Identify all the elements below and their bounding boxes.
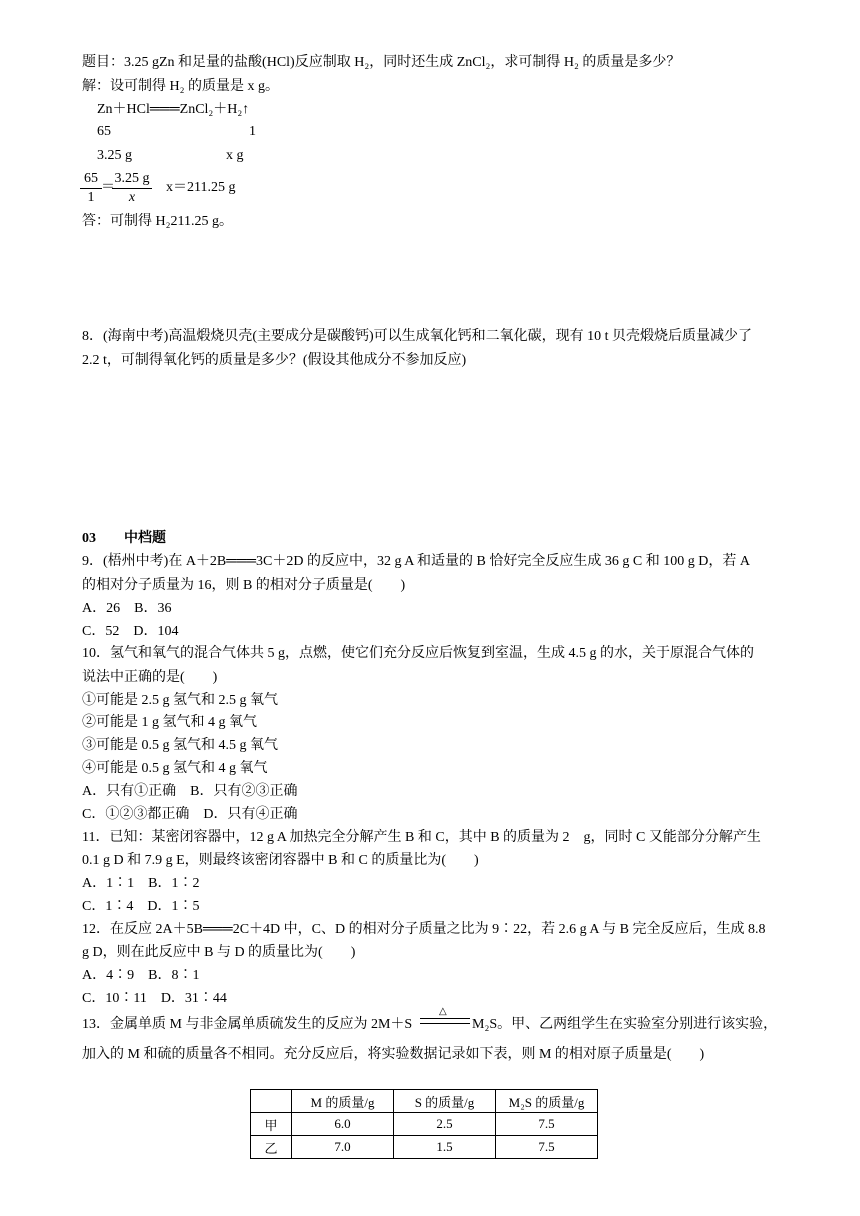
example-answer: 答：可制得 H₂211.25 g。 — [82, 214, 233, 229]
q10-statement-1: ①可能是 2.5 g 氢气和 2.5 g 氧气 — [82, 693, 278, 708]
table-cell: 乙 — [251, 1136, 292, 1159]
q9-line-1: 9．(梧州中考)在 A＋2B═══3C＋2D 的反应中，32 g A 和适量的 B 恰好完全反应生成 36 g C 和 100 g D，若 A — [82, 554, 750, 569]
q11-line-1: 11．已知：某密闭容器中，12 g A 加热完全分解产生 B 和 C，其中 B 的质量为 2 g，同时 C 又能部分分解产生 — [82, 830, 761, 845]
q11-line-2: 0.1 g D 和 7.9 g E，则最终该密闭容器中 B 和 C 的质量比为( ) — [82, 853, 479, 868]
q10-options-2: C．①②③都正确 D．只有④正确 — [82, 807, 298, 822]
q9-options-1: A．26 B．36 — [82, 601, 172, 616]
example-problem: 题目：3.25 gZn 和足量的盐酸(HCl)反应制取 H₂，同时还生成 ZnCl₂，求可制得 H₂ 的质量是多少？ — [82, 55, 681, 70]
q10-statement-4: ④可能是 0.5 g 氢气和 4 g 氧气 — [82, 761, 268, 776]
example-given-left: 3.25 g — [97, 148, 132, 163]
q8-line-1: 8．(海南中考)高温煅烧贝壳(主要成分是碳酸钙)可以生成氧化钙和二氧化碳，现有 10 t 贝壳煅烧后质量减少了 — [82, 329, 753, 344]
q12-options-1: A．4∶9 B．8∶1 — [82, 968, 200, 983]
table-cell: 2.5 — [394, 1113, 496, 1136]
table-header-cell — [251, 1090, 292, 1113]
example-given-right: x g — [226, 148, 244, 163]
fraction-1-denominator: 1 — [87, 190, 95, 205]
q13-line-1b: M₂S。甲、乙两组学生在实验室分别进行该实验， — [472, 1017, 778, 1032]
table-cell: 7.5 — [496, 1136, 598, 1159]
q10-statement-2: ②可能是 1 g 氢气和 4 g 氧气 — [82, 715, 257, 730]
q9-line-2: 的相对分子质量为 16，则 B 的相对分子质量是( ) — [82, 578, 406, 593]
q11-options-1: A．1∶1 B．1∶2 — [82, 876, 200, 891]
reaction-double-line — [420, 1018, 470, 1024]
table-cell: 1.5 — [394, 1136, 496, 1159]
q10-statement-3: ③可能是 0.5 g 氢气和 4.5 g 氧气 — [82, 738, 278, 753]
table-header-cell: M 的质量/g — [292, 1090, 394, 1113]
q8-line-2: 2.2 t，可制得氧化钙的质量是多少？(假设其他成分不参加反应) — [82, 353, 467, 368]
example-equation: Zn＋HCl═══ZnCl₂＋H₂↑ — [97, 102, 250, 117]
section-heading: 03 中档题 — [82, 531, 166, 546]
fraction-1-numerator: 65 — [80, 170, 102, 189]
table-cell: 7.5 — [496, 1113, 598, 1136]
example-fraction-2 — [112, 170, 152, 207]
q10-line-2: 说法中正确的是( ) — [82, 670, 218, 685]
example-solution-intro: 解：设可制得 H₂ 的质量是 x g。 — [82, 79, 279, 94]
table-header-row — [251, 1090, 598, 1113]
fraction-2-denominator: x — [128, 190, 136, 205]
example-mass-ratio-left: 65 — [97, 124, 111, 139]
table-cell: 甲 — [251, 1113, 292, 1136]
example-mass-ratio-right: 1 — [249, 124, 256, 139]
q11-options-2: C．1∶4 D．1∶5 — [82, 899, 200, 914]
q12-line-1: 12．在反应 2A＋5B═══2C＋4D 中，C、D 的相对分子质量之比为 9∶22，若 2.6 g A 与 B 完全反应后，生成 8.8 — [82, 922, 766, 937]
q12-line-2: g D，则在此反应中 B 与 D 的质量比为( ) — [82, 945, 356, 960]
example-result: x＝211.25 g — [166, 180, 236, 195]
heat-triangle-icon: △ — [439, 1006, 447, 1017]
q10-line-1: 10．氢气和氧气的混合气体共 5 g，点燃，使它们充分反应后恢复到室温，生成 4.5 g 的水，关于原混合气体的 — [82, 646, 754, 661]
fraction-2-numerator: 3.25 g — [112, 170, 152, 189]
q13-line-1a: 13．金属单质 M 与非金属单质硫发生的反应为 2M＋S — [82, 1017, 413, 1032]
table-cell: 6.0 — [292, 1113, 394, 1136]
q9-options-2: C．52 D．104 — [82, 624, 179, 639]
table-cell: 7.0 — [292, 1136, 394, 1159]
example-fraction-1 — [80, 170, 102, 207]
q10-options-1: A．只有①正确 B．只有②③正确 — [82, 784, 298, 799]
q13-line-2: 加入的 M 和硫的质量各不相同。充分反应后，将实验数据记录如下表，则 M 的相对原子质量是( ) — [82, 1047, 705, 1062]
data-table — [250, 1089, 598, 1159]
q12-options-2: C．10∶11 D．31∶44 — [82, 991, 227, 1006]
table-header-cell: M₂S 的质量/g — [496, 1090, 598, 1113]
example-equals: ＝ — [101, 180, 115, 195]
table-row — [251, 1136, 598, 1159]
table-row — [251, 1113, 598, 1136]
table-header-cell: S 的质量/g — [394, 1090, 496, 1113]
